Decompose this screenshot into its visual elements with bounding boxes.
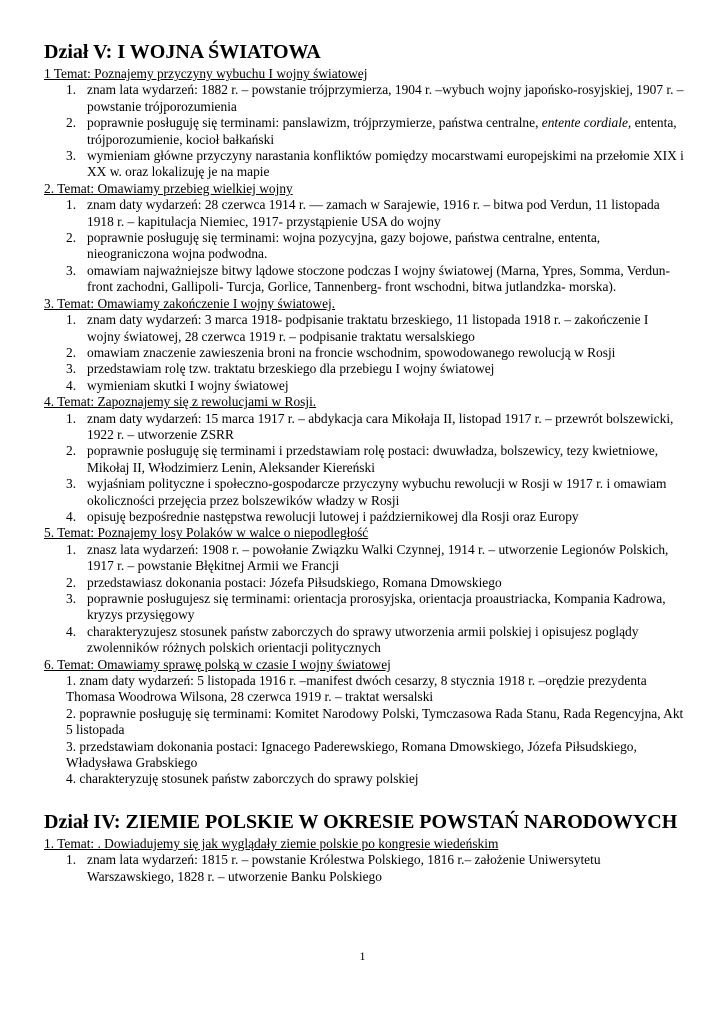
list-item: 3. przedstawiam dokonania postaci: Ignacego Paderewskiego, Romana Dmowskiego, Józefa Piłsudskiego, Władysława Grabskiego [66, 738, 637, 771]
list-item: 4. wymieniam skutki I wojny światowej [66, 377, 289, 393]
list-item: 2. przedstawiasz dokonania postaci: Józefa Piłsudskiego, Romana Dmowskiego [66, 574, 502, 590]
page-number: 1 [359, 949, 366, 963]
list-item: 3. poprawnie posługujesz się terminami: orientacja prorosyjska, orientacja proaustriacka, Kompania Kadrowa, kryzys przysięgowy [66, 591, 666, 623]
topic-2-list [44, 197, 684, 295]
list-item: 1. znam lata wydarzeń: 1815 r. – powstanie Królestwa Polskiego, 1816 r.– założenie Uniwersytetu Warszawskiego, 1828 r. – utworzenie Banku Polskiego [66, 852, 601, 884]
topic-title-6: 6. Temat: Omawiamy sprawę polską w czasie I wojny światowej [44, 656, 391, 672]
list-item: 1. znam lata wydarzeń: 1882 r. – powstanie trójprzymierza, 1904 r. –wybuch wojny japońsko-rosyjskiej, 1907 r. – powstanie trójporozumienia [66, 82, 684, 114]
list-item: 1. znam daty wydarzeń: 3 marca 1918- podpisanie traktatu brzeskiego, 11 listopada 1918 r. – zakończenie I wojny światowej, 28 czerwca 1919 r. – podpisanie traktatu wersalskiego [66, 312, 649, 344]
topic-title-4: 4. Temat: Zapoznajemy się z rewolucjami w Rosji. [44, 394, 317, 410]
list-item: 4. charakteryzuję stosunek państw zaborczych do sprawy polskiej [66, 771, 419, 787]
list-item: 1. znam daty wydarzeń: 28 czerwca 1914 r. — zamach w Sarajewie, 1916 r. – bitwa pod Verdun, 11 listopada 1918 r. – kapitulacja Niemiec, 1917- przystąpienie USA do wojny [66, 197, 660, 229]
topic-4-list [44, 411, 684, 526]
list-item: 4. charakteryzujesz stosunek państw zaborczych do sprawy utworzenia armii polskiej i opisujesz poglądy zwolenników różnych polskich orientacji politycznych [66, 623, 639, 656]
list-item: 1. znasz lata wydarzeń: 1908 r. – powołanie Związku Walki Czynnej, 1914 r. – utworzenie Legionów Polskich, 1917 r. – powstanie Błękitnej Armii we Francji [66, 541, 669, 574]
list-item: 1. znam daty wydarzeń: 5 listopada 1916 r. –manifest dwóch cesarzy, 8 stycznia 1918 r. –orędzie prezydenta Thomasa Woodrowa Wilsona, 28 czerwca 1919 r. – traktat wersalski [66, 673, 647, 705]
topic-title-3: 3. Temat: Omawiamy zakończenie I wojny światowej. [44, 295, 336, 311]
section-heading-v: Dział V: I WOJNA ŚWIATOWA [44, 41, 321, 63]
topic-title-5: 5. Temat: Poznajemy losy Polaków w walce o niepodległość [44, 525, 369, 541]
list-item: 1. znam daty wydarzeń: 15 marca 1917 r. – abdykacja cara Mikołaja II, listopad 1917 r. – przewrót bolszewicki, 1922 r. – utworzenie ZSRR [66, 410, 674, 442]
topic-3-list [44, 312, 684, 394]
list-item: 4. opisuję bezpośrednie następstwa rewolucji lutowej i październikowej dla Rosji oraz Europy [66, 508, 579, 524]
document-content [44, 40, 684, 885]
topic-1-list [44, 82, 684, 180]
list-item: 3. omawiam najważniejsze bitwy lądowe stoczone podczas I wojny światowej (Marna, Ypres, Somma, Verdun- front zachodni, Gallipoli- Turcja, Gorlice, Tannenberg- front wschodni, bitwa jutlandzka- morska). [66, 262, 670, 295]
topic-5-list [44, 542, 684, 657]
list-item: 3. wymieniam główne przyczyny narastania konfliktów pomiędzy mocarstwami europejskimi na przełomie XIX i XX w. oraz lokalizuję je na mapie [66, 148, 684, 180]
list-item: 2. poprawnie posługuję się terminami i przedstawiam rolę postaci: dwuwładza, bolszewicy, tezy kwietniowe, Mikołaj II, Włodzimierz Lenin, Aleksander Kiereński [66, 443, 659, 475]
topic-title-iv-1: 1. Temat: . Dowiadujemy się jak wyglądały ziemie polskie po kongresie wiedeńskim [44, 835, 499, 851]
list-item: 2. poprawnie posługuję się terminami: panslawizm, trójprzymierze, państwa centralne, entente cordiale, ententa, trójporozumienie, kocioł bałkański [66, 115, 677, 147]
topic-iv-1-list [44, 852, 684, 885]
list-item: 2. poprawnie posługuję się terminami: wojna pozycyjna, gazy bojowe, państwa centralne, ententa, nieograniczona wojna podwodna. [66, 230, 601, 262]
section-heading-iv: Dział IV: ZIEMIE POLSKIE W OKRESIE POWSTAŃ NARODOWYCH [44, 810, 678, 833]
topic-title-2: 2. Temat: Omawiamy przebieg wielkiej wojny [44, 180, 293, 196]
list-item: 3. przedstawiam rolę tzw. traktatu brzeskiego dla przebiegu I wojny światowej [66, 361, 495, 377]
list-item: 2. poprawnie posługuję się terminami: Komitet Narodowy Polski, Tymczasowa Rada Stanu, Rada Regencyjna, Akt 5 listopada [66, 705, 684, 738]
list-item: 2. omawiam znaczenie zawieszenia broni na froncie wschodnim, spowodowanego rewolucją w Rosji [66, 344, 616, 360]
topic-title-1: 1 Temat: Poznajemy przyczyny wybuchu I wojny światowej [44, 66, 368, 81]
list-item: 3. wyjaśniam polityczne i społeczno-gospodarcze przyczyny wybuchu rewolucji w Rosji w 1917 r. i omawiam okoliczności przejęcia przez bolszewików władzy w Rosji [66, 476, 667, 508]
